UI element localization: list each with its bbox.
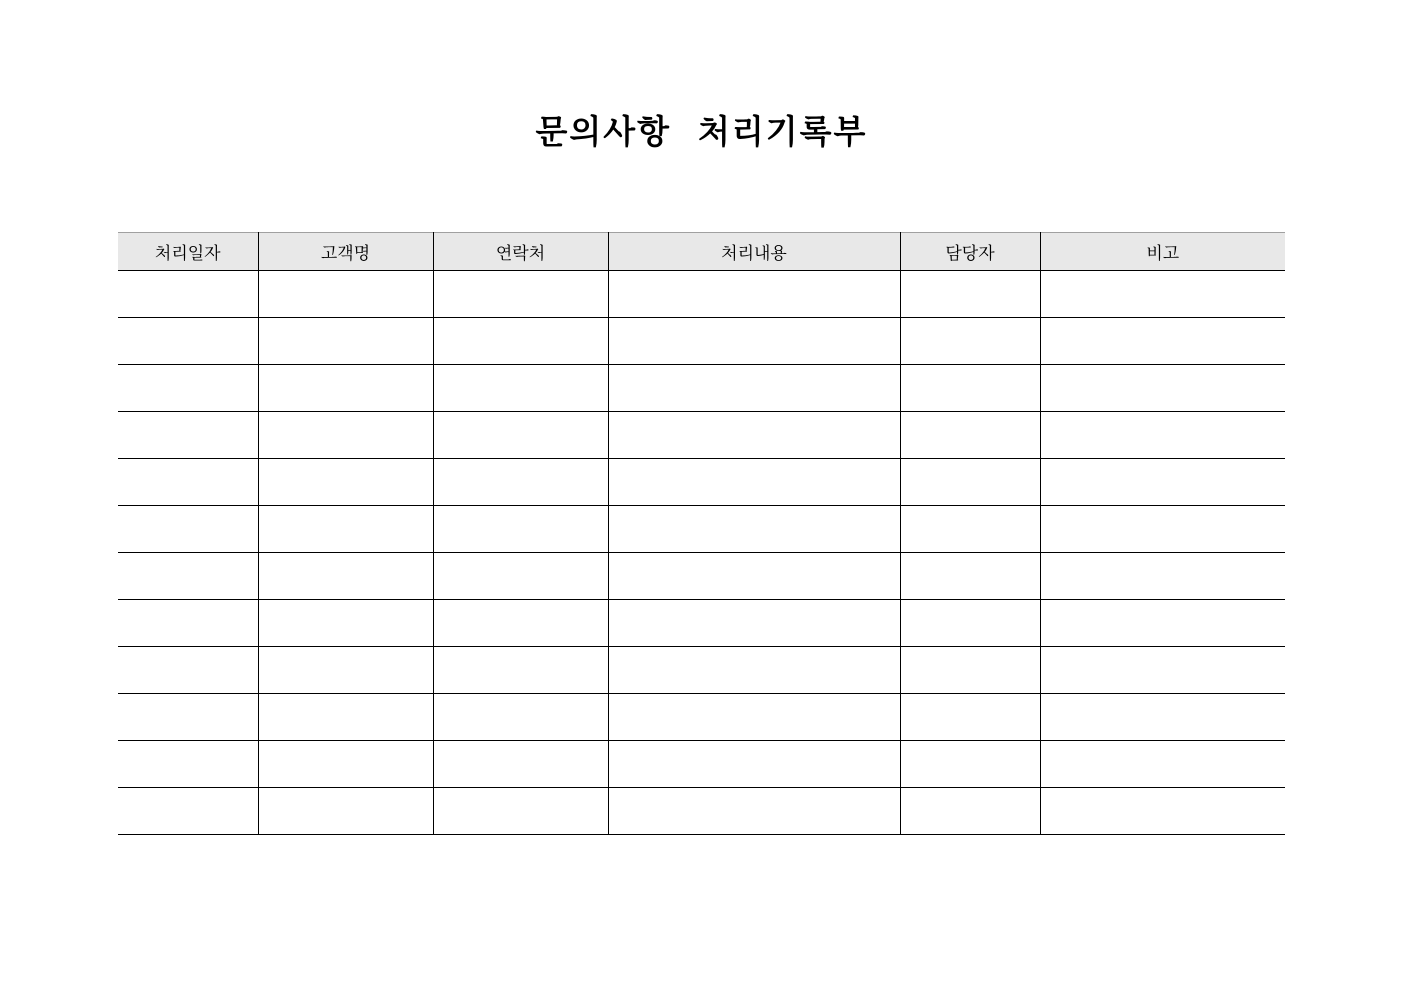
table-row [118,788,1285,835]
customer-cell[interactable] [258,788,433,835]
manager-cell[interactable] [900,600,1040,647]
details-cell[interactable] [608,694,900,741]
manager-cell[interactable] [900,741,1040,788]
contact-cell[interactable] [433,788,608,835]
contact-cell[interactable] [433,459,608,506]
remarks-cell[interactable] [1040,600,1285,647]
customer-cell[interactable] [258,741,433,788]
contact-cell[interactable] [433,318,608,365]
remarks-cell[interactable] [1040,271,1285,318]
customer-cell[interactable] [258,506,433,553]
column-header-contact: 연락처 [433,233,608,271]
manager-cell[interactable] [900,365,1040,412]
table-row [118,365,1285,412]
column-header-details: 처리내용 [608,233,900,271]
record-table [118,232,1285,835]
column-header-manager: 담당자 [900,233,1040,271]
contact-cell[interactable] [433,506,608,553]
customer-cell[interactable] [258,694,433,741]
date-cell[interactable] [118,647,258,694]
date-cell[interactable] [118,600,258,647]
customer-cell[interactable] [258,365,433,412]
column-header-date: 처리일자 [118,233,258,271]
table-row [118,741,1285,788]
date-cell[interactable] [118,788,258,835]
customer-cell[interactable] [258,459,433,506]
table-row [118,412,1285,459]
customer-cell[interactable] [258,318,433,365]
details-cell[interactable] [608,788,900,835]
remarks-cell[interactable] [1040,741,1285,788]
table-row [118,318,1285,365]
table-row [118,271,1285,318]
manager-cell[interactable] [900,459,1040,506]
manager-cell[interactable] [900,271,1040,318]
remarks-cell[interactable] [1040,788,1285,835]
remarks-cell[interactable] [1040,412,1285,459]
details-cell[interactable] [608,506,900,553]
manager-cell[interactable] [900,506,1040,553]
manager-cell[interactable] [900,553,1040,600]
date-cell[interactable] [118,318,258,365]
date-cell[interactable] [118,412,258,459]
customer-cell[interactable] [258,271,433,318]
table-row [118,506,1285,553]
customer-cell[interactable] [258,647,433,694]
date-cell[interactable] [118,553,258,600]
manager-cell[interactable] [900,318,1040,365]
manager-cell[interactable] [900,788,1040,835]
customer-cell[interactable] [258,600,433,647]
details-cell[interactable] [608,271,900,318]
contact-cell[interactable] [433,365,608,412]
contact-cell[interactable] [433,741,608,788]
customer-cell[interactable] [258,412,433,459]
remarks-cell[interactable] [1040,506,1285,553]
column-header-customer: 고객명 [258,233,433,271]
table-body [118,271,1285,835]
date-cell[interactable] [118,506,258,553]
remarks-cell[interactable] [1040,553,1285,600]
details-cell[interactable] [608,600,900,647]
table-row [118,647,1285,694]
date-cell[interactable] [118,459,258,506]
table-row [118,459,1285,506]
contact-cell[interactable] [433,412,608,459]
contact-cell[interactable] [433,271,608,318]
remarks-cell[interactable] [1040,459,1285,506]
table-header-row [118,233,1285,271]
details-cell[interactable] [608,741,900,788]
page-title: 문의사항 처리기록부 [535,112,868,151]
table-row [118,694,1285,741]
manager-cell[interactable] [900,412,1040,459]
date-cell[interactable] [118,741,258,788]
details-cell[interactable] [608,459,900,506]
date-cell[interactable] [118,271,258,318]
details-cell[interactable] [608,553,900,600]
remarks-cell[interactable] [1040,647,1285,694]
contact-cell[interactable] [433,600,608,647]
date-cell[interactable] [118,694,258,741]
table-row [118,600,1285,647]
details-cell[interactable] [608,647,900,694]
contact-cell[interactable] [433,647,608,694]
contact-cell[interactable] [433,553,608,600]
date-cell[interactable] [118,365,258,412]
manager-cell[interactable] [900,694,1040,741]
remarks-cell[interactable] [1040,694,1285,741]
details-cell[interactable] [608,318,900,365]
remarks-cell[interactable] [1040,318,1285,365]
details-cell[interactable] [608,412,900,459]
column-header-remarks: 비고 [1040,233,1285,271]
contact-cell[interactable] [433,694,608,741]
table-row [118,553,1285,600]
remarks-cell[interactable] [1040,365,1285,412]
customer-cell[interactable] [258,553,433,600]
details-cell[interactable] [608,365,900,412]
manager-cell[interactable] [900,647,1040,694]
